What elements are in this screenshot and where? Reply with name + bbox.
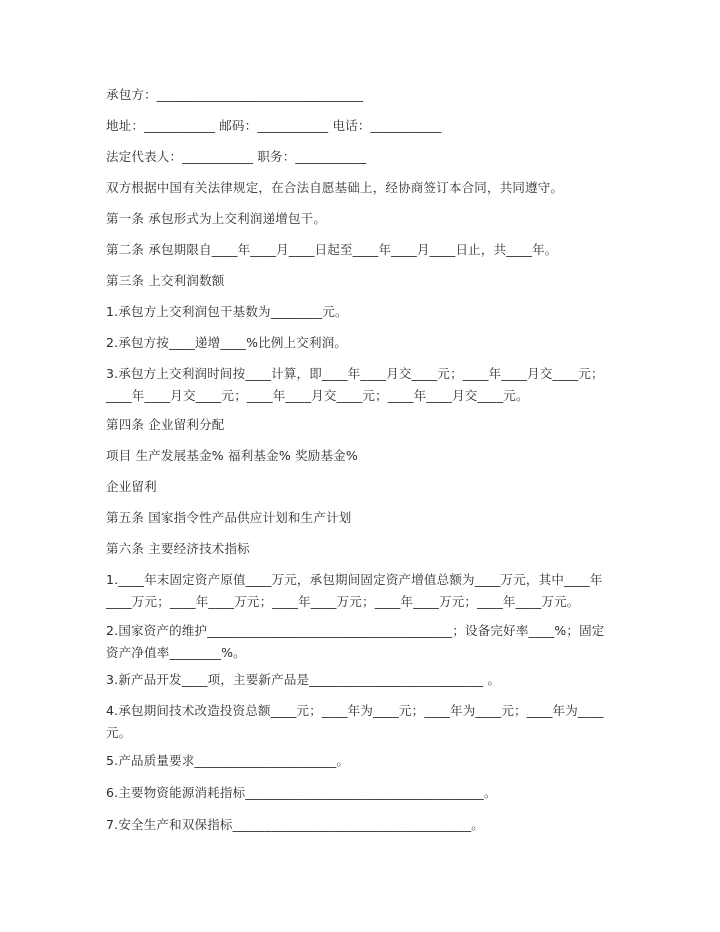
article-6-item-6: 6.主要物资能源消耗指标_____________________________________。 bbox=[106, 785, 497, 800]
article-6-item-7: 7.安全生产和双保指标_____________________________________。 bbox=[106, 817, 484, 832]
article-6-item-4: 4.承包期间技术改造投资总额____元；____年为____元；____年为____元；____年为____元。 bbox=[106, 703, 604, 740]
article-5-heading: 第五条 国家指令性产品供应计划和生产计划 bbox=[106, 510, 352, 525]
article-1: 第一条 承包形式为上交利润递增包干。 bbox=[106, 211, 327, 226]
contractor-line: 承包方：________________________________ bbox=[106, 87, 364, 102]
article-2: 第二条 承包期限自____年____月____日起至____年____月____日止，共____年。 bbox=[106, 242, 558, 257]
article-3-item-1: 1.承包方上交利润包干基数为________元。 bbox=[106, 304, 348, 319]
article-6-item-5: 5.产品质量要求______________________。 bbox=[106, 753, 350, 768]
article-3-heading: 第三条 上交利润数额 bbox=[106, 273, 225, 288]
article-6-heading: 第六条 主要经济技术指标 bbox=[106, 541, 250, 556]
legal-representative-line: 法定代表人：___________ 职务：___________ bbox=[106, 149, 367, 164]
address-line: 地址：___________ 邮码：___________ 电话：___________ bbox=[106, 118, 442, 133]
article-4-heading: 第四条 企业留利分配 bbox=[106, 417, 225, 432]
preamble: 双方根据中国有关法律规定，在合法自愿基础上，经协商签订本合同，共同遵守。 bbox=[106, 180, 564, 195]
article-6-item-1: 1.____年末固定资产原值____万元，承包期间固定资产增值总额为____万元，其中____年____万元；____年____万元；____年____万元；____年____万元；____年____万元。 bbox=[106, 572, 603, 609]
retained-profit-label: 企业留利 bbox=[106, 479, 157, 494]
article-3-item-3: 3.承包方上交利润时间按____计算，即____年____月交____元；____年____月交____元；____年____月交____元；____年____月交____元；____年____月交____元。 bbox=[106, 366, 604, 403]
article-6-item-2: 2.国家资产的维护______________________________________；设备完好率____%；固定资产净值率________%。 bbox=[106, 623, 605, 660]
retained-profit-items: 项目 生产发展基金% 福利基金% 奖励基金% bbox=[106, 448, 358, 463]
article-6-item-3: 3.新产品开发____项，主要新产品是___________________________ 。 bbox=[106, 672, 501, 687]
article-3-item-2: 2.承包方按____递增____%比例上交利润。 bbox=[106, 335, 348, 350]
